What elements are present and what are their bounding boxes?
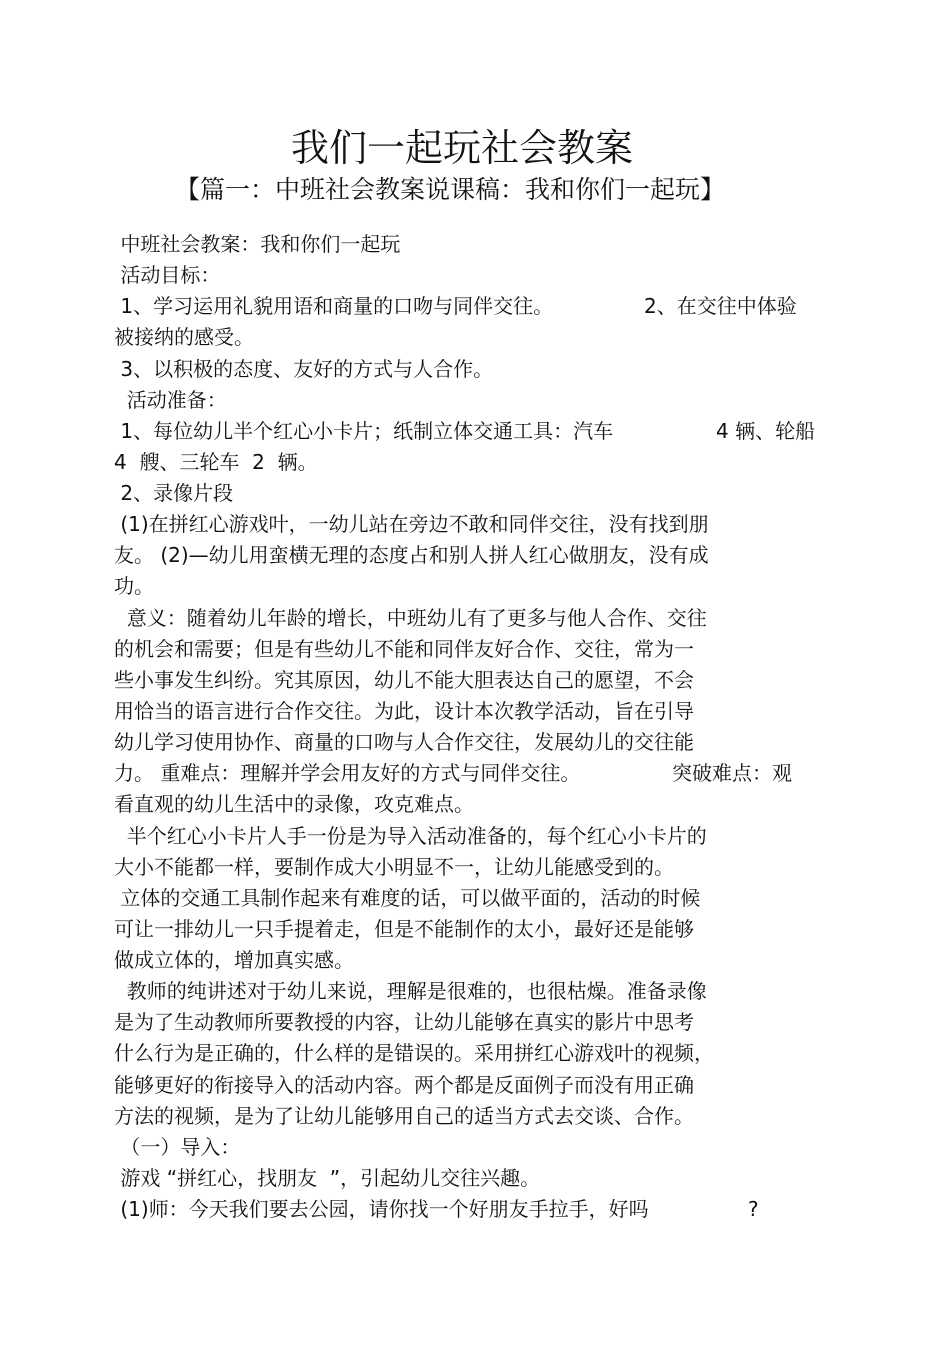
body-line: 立体的交通工具制作起来有难度的话，可以做平面的，活动的时候 bbox=[114, 886, 701, 910]
body-line: 功。 bbox=[114, 574, 154, 598]
body-line: （一）导入： bbox=[114, 1135, 241, 1159]
body-line: 中班社会教案：我和你们一起玩 bbox=[114, 232, 401, 256]
body-line: 游戏 “拼红心，找朋友 ”，引起幼儿交往兴趣。 bbox=[114, 1166, 541, 1190]
body-line: 能够更好的衔接导入的活动内容。两个都是反面例子而没有用正确 bbox=[114, 1073, 694, 1097]
body-line: 意义：随着幼儿年龄的增长，中班幼儿有了更多与他人合作、交往 bbox=[114, 606, 707, 630]
body-line: 可让一排幼儿一只手提着走，但是不能制作的太小，最好还是能够 bbox=[114, 917, 694, 941]
body-line: 2、在交往中体验 bbox=[644, 294, 797, 318]
body-line: 用恰当的语言进行合作交往。为此，设计本次教学活动，旨在引导 bbox=[114, 699, 694, 723]
body-line: 突破难点：观 bbox=[672, 761, 792, 785]
body-line: 1、学习运用礼貌用语和商量的口吻与同伴交往。 bbox=[114, 294, 554, 318]
body-line: 被接纳的感受。 bbox=[114, 325, 254, 349]
body-line: 4 辆、轮船 bbox=[716, 419, 816, 443]
body-line: 教师的纯讲述对于幼儿来说，理解是很难的，也很枯燥。准备录像 bbox=[114, 979, 707, 1003]
body-line: 活动目标： bbox=[114, 263, 221, 287]
body-line: 的机会和需要；但是有些幼儿不能和同伴友好合作、交往，常为一 bbox=[114, 637, 694, 661]
document-title: 我们一起玩社会教案 bbox=[290, 126, 633, 170]
body-line: 3、以积极的态度、友好的方式与人合作。 bbox=[114, 357, 494, 381]
body-line: 些小事发生纠纷。究其原因，幼儿不能大胆表达自己的愿望，不会 bbox=[114, 668, 694, 692]
body-line: (1)在拼红心游戏叶，一幼儿站在旁边不敢和同伴交往，没有找到朋 bbox=[114, 512, 709, 536]
body-line: 方法的视频，是为了让幼儿能够用自己的适当方式去交谈、合作。 bbox=[114, 1104, 694, 1128]
body-line: 幼儿学习使用协作、商量的口吻与人合作交往，发展幼儿的交往能 bbox=[114, 730, 694, 754]
body-line: 大小不能都一样，要制作成大小明显不一，让幼儿能感受到的。 bbox=[114, 855, 674, 879]
body-line: (1)师：今天我们要去公园，请你找一个好朋友手拉手，好吗 bbox=[114, 1197, 649, 1221]
body-line: 活动准备： bbox=[114, 388, 227, 412]
document-subtitle: 【篇一：中班社会教案说课稿：我和你们一起玩】 bbox=[174, 175, 725, 204]
body-line: 1、每位幼儿半个红心小卡片；纸制立体交通工具：汽车 bbox=[114, 419, 614, 443]
body-line: 力。 重难点：理解并学会用友好的方式与同伴交往。 bbox=[114, 761, 581, 785]
body-line: 是为了生动教师所要教授的内容，让幼儿能够在真实的影片中思考 bbox=[114, 1010, 694, 1034]
body-line: ? bbox=[748, 1197, 759, 1221]
body-line: 什么行为是正确的，什么样的是错误的。采用拼红心游戏叶的视频， bbox=[114, 1041, 714, 1065]
body-line: 4 艘、三轮车 2 辆。 bbox=[114, 450, 318, 474]
body-line: 半个红心小卡片人手一份是为导入活动准备的，每个红心小卡片的 bbox=[114, 824, 707, 848]
body-line: 友。 (2)—幼儿用蛮横无理的态度占和别人拼人红心做朋友，没有成 bbox=[114, 543, 709, 567]
body-line: 看直观的幼儿生活中的录像，攻克难点。 bbox=[114, 792, 474, 816]
body-line: 2、录像片段 bbox=[114, 481, 234, 505]
body-line: 做成立体的，增加真实感。 bbox=[114, 948, 354, 972]
